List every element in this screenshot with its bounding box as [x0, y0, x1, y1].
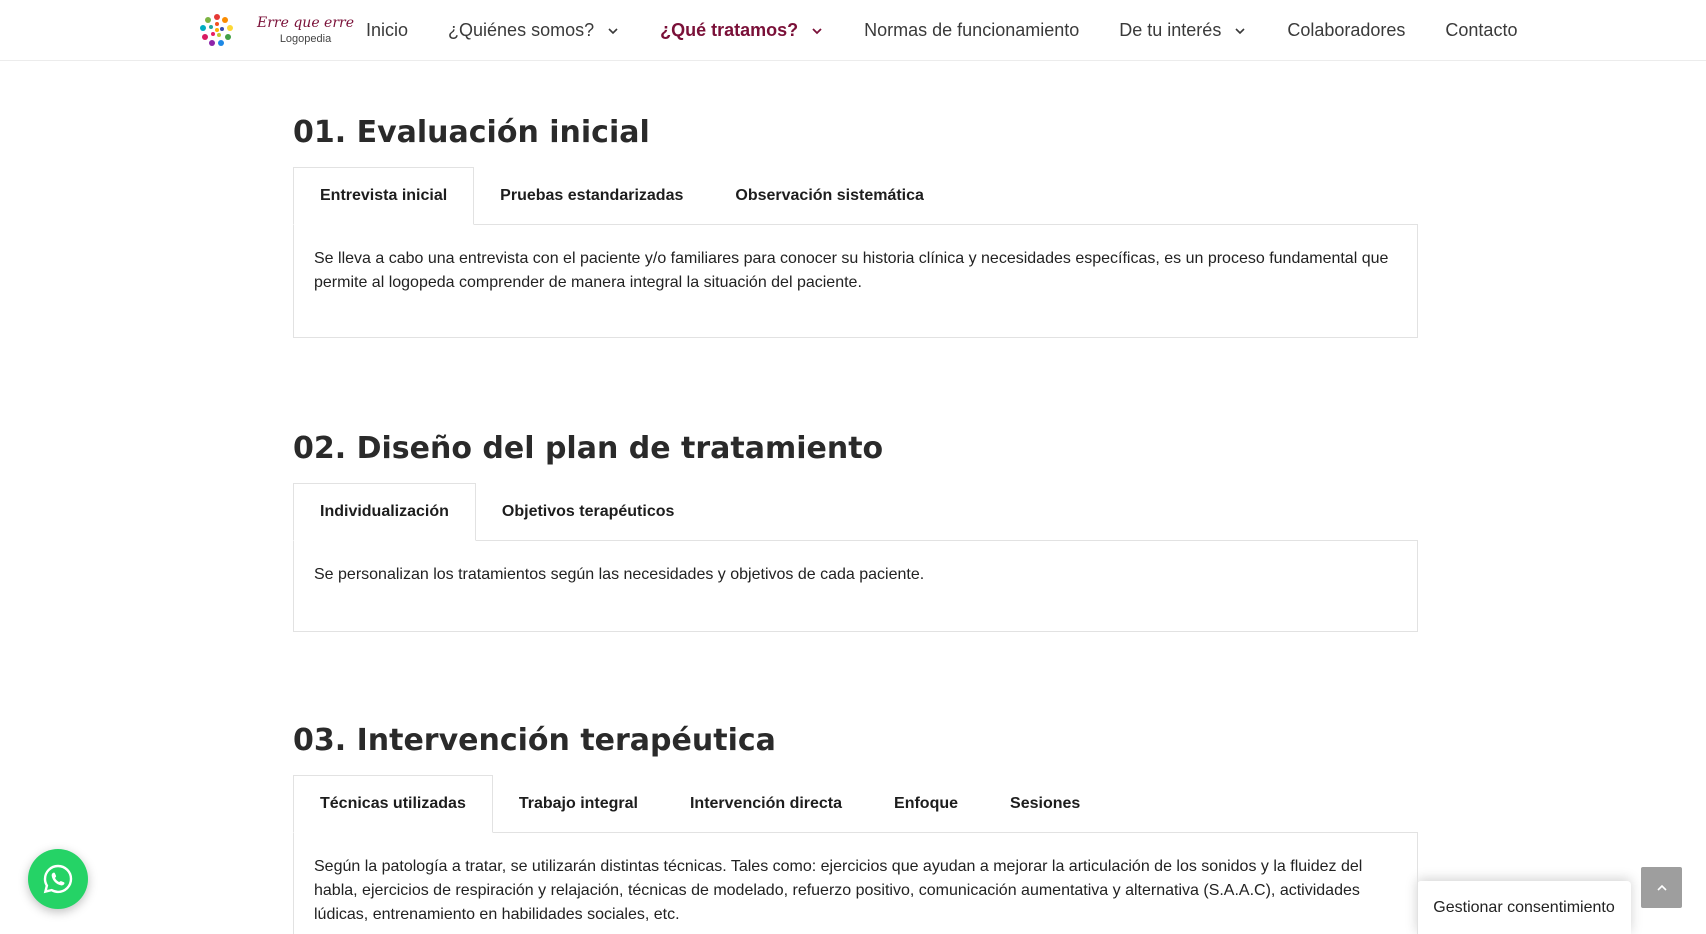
nav-label: Normas de funcionamiento: [864, 20, 1080, 40]
nav-item-de-tu-interes[interactable]: [1119, 20, 1247, 41]
nav-label: ¿Quiénes somos?: [448, 20, 595, 40]
tab-trabajo-integral[interactable]: Trabajo integral: [518, 795, 638, 812]
tab-individualizacion[interactable]: Individualización: [293, 483, 476, 541]
nav-item-inicio[interactable]: [366, 20, 408, 41]
section-intervencion-terapeutica: [293, 723, 1418, 934]
section-title: 02. Diseño del plan de tratamiento: [293, 431, 884, 466]
section-title: 01. Evaluación inicial: [293, 115, 650, 150]
nav-label: ¿Qué tratamos?: [660, 20, 799, 40]
tab-bar: [293, 483, 1418, 541]
whatsapp-icon: [41, 862, 75, 896]
tab-pruebas-estandarizadas[interactable]: Pruebas estandarizadas: [500, 187, 684, 204]
nav-label: Inicio: [366, 20, 409, 40]
tab-panel: Se lleva a cabo una entrevista con el paciente y/o familiares para conocer su historia clínica y necesidades específicas, es un proceso fundamental que permite al logopeda comprender de manera integral la situación del paciente.: [293, 224, 1418, 338]
logo-flower-icon: [199, 12, 235, 48]
section-diseno-plan: [293, 431, 1418, 632]
nav-item-quienes-somos[interactable]: [448, 20, 620, 41]
tab-panel: Según la patología a tratar, se utilizarán distintas técnicas. Tales como: ejercicios que ayudan a mejorar la articulación de los sonidos y la fluidez del habla, ejercicios de respiración y relajación, técnicas de modelado, refuerzo positivo, comunicación aumentativa y alternativa (S.A.A.C), actividades lúdicas, entrenamiento en habilidades sociales, etc.: [293, 832, 1418, 934]
site-logo[interactable]: [199, 13, 354, 47]
nav-label: Colaboradores: [1287, 20, 1406, 40]
nav-label: Contacto: [1445, 20, 1518, 40]
nav-label: De tu interés: [1119, 20, 1222, 40]
tab-tecnicas-utilizadas[interactable]: Técnicas utilizadas: [293, 775, 493, 833]
tab-entrevista-inicial[interactable]: Entrevista inicial: [293, 167, 474, 225]
site-header: [0, 0, 1706, 61]
section-title: 03. Intervención terapéutica: [293, 723, 776, 758]
nav-item-contacto[interactable]: [1445, 20, 1517, 41]
nav-item-colaboradores[interactable]: [1287, 20, 1405, 41]
chevron-down-icon: [810, 24, 824, 38]
tab-panel: Se personalizan los tratamientos según las necesidades y objetivos de cada paciente.: [293, 540, 1418, 632]
tab-observacion-sistematica[interactable]: Observación sistemática: [735, 187, 924, 204]
main-nav: [366, 0, 1557, 61]
nav-item-que-tratamos[interactable]: [660, 20, 824, 41]
scroll-to-top-button[interactable]: [1641, 867, 1682, 908]
logo-subtitle: Logopedia: [279, 32, 332, 45]
tab-intervencion-directa[interactable]: Intervención directa: [689, 795, 843, 812]
chevron-down-icon: [1233, 24, 1247, 38]
whatsapp-button[interactable]: [28, 849, 88, 909]
logo-script-name: Erre que erre: [257, 14, 355, 31]
chevron-down-icon: [606, 24, 620, 38]
tab-objetivos-terapeuticos[interactable]: Objetivos terapéuticos: [501, 503, 675, 520]
tab-bar: [293, 775, 1418, 833]
tab-enfoque[interactable]: Enfoque: [894, 795, 959, 812]
tab-bar: [293, 167, 1418, 225]
nav-item-normas[interactable]: [864, 20, 1079, 41]
manage-consent-button[interactable]: Gestionar consentimiento: [1417, 881, 1631, 934]
chevron-up-icon: [1655, 881, 1669, 895]
tab-sesiones[interactable]: Sesiones: [1010, 795, 1081, 812]
section-evaluacion-inicial: [293, 115, 1418, 338]
